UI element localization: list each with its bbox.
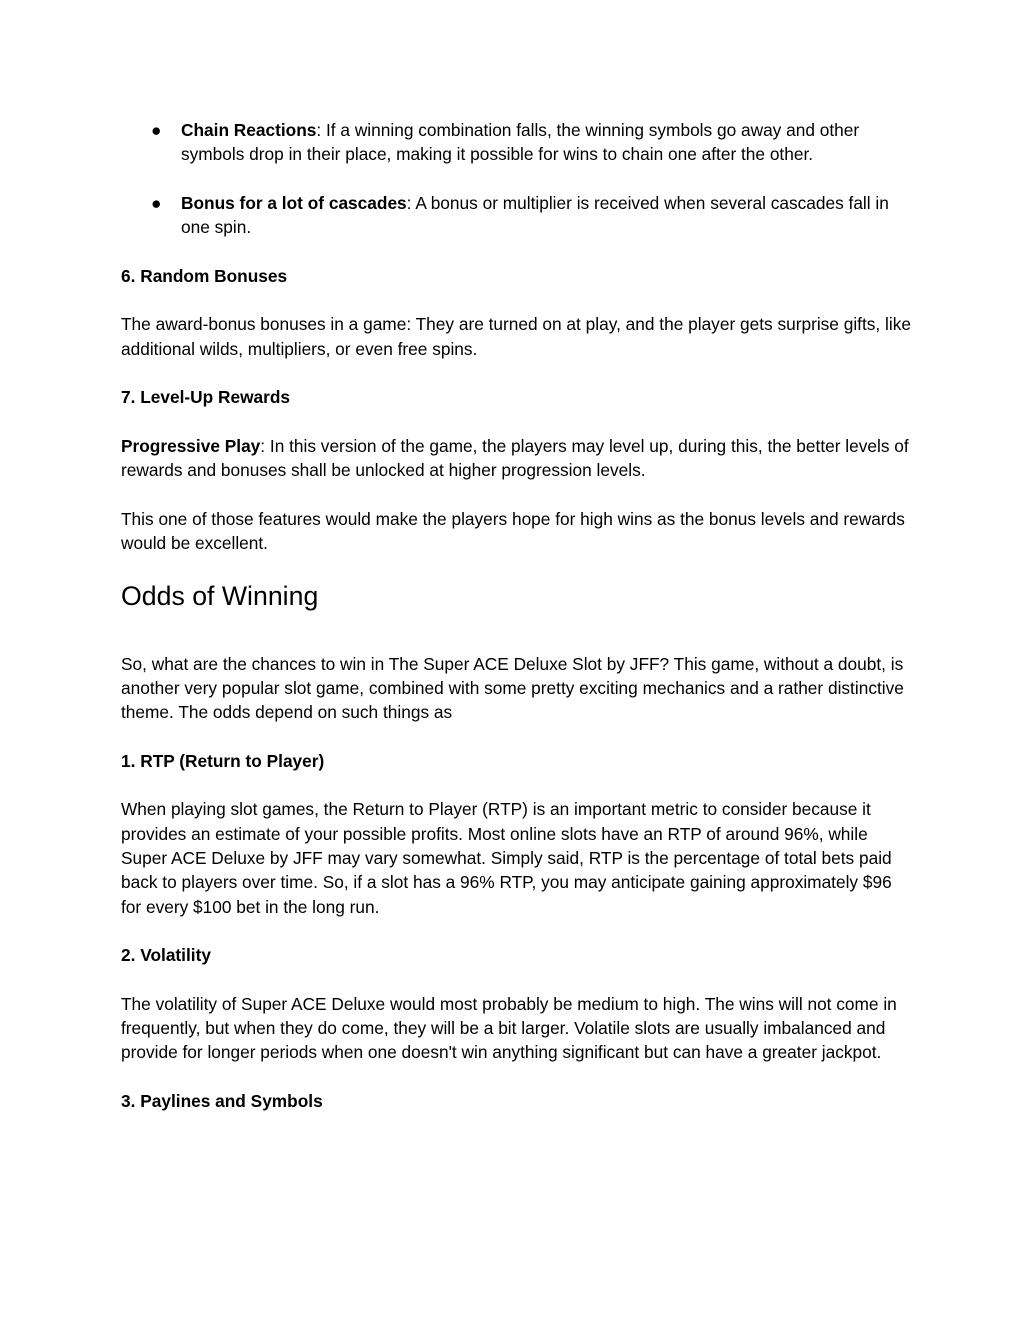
odds-intro: So, what are the chances to win in The Super ACE Deluxe Slot by JFF? This game, without a doubt, is another very popular slot game, combined with some pretty exciting mechanics and a rather distinctive theme. The odds depend on such things as xyxy=(121,653,904,723)
bullet-text: : If a winning combination falls, the winning symbols go away and other symbols drop in their place, making it possible for wins to chain one after the other. xyxy=(181,120,860,165)
bullet-icon: ● xyxy=(151,120,162,140)
list-item xyxy=(121,191,911,240)
random-bonuses-paragraph: The award-bonus bonuses in a game: They are turned on at play, and the player gets surprise gifts, like additional wilds, multipliers, or even free spins. xyxy=(121,314,911,359)
level-up-heading: 7. Level-Up Rewards xyxy=(121,387,291,408)
document-page xyxy=(121,118,911,1138)
level-up-closing: This one of those features would make the players hope for high wins as the bonus levels and rewards would be excellent. xyxy=(121,508,905,554)
list-item xyxy=(121,118,911,167)
level-up-term: Progressive Play xyxy=(121,435,261,456)
rtp-heading: 1. RTP (Return to Player) xyxy=(121,750,325,771)
odds-section-title: Odds of Winning xyxy=(121,580,319,611)
bullet-term: Chain Reactions xyxy=(181,120,317,140)
bullet-text: : A bonus or multiplier is received when several cascades fall in one spin. xyxy=(181,192,889,238)
bullet-term: Bonus for a lot of cascades xyxy=(181,192,407,213)
cascade-feature-list xyxy=(121,118,911,239)
level-up-paragraph xyxy=(121,434,911,483)
paylines-heading: 3. Paylines and Symbols xyxy=(121,1090,323,1111)
volatility-paragraph: The volatility of Super ACE Deluxe would most probably be medium to high. The wins will not come in frequently, but when they do come, they will be a bit larger. Volatile slots are usually imbalanced and provide for longer periods when one doesn't win anything significant but can have a greater jackpot. xyxy=(121,993,897,1063)
rtp-paragraph: When playing slot games, the Return to Player (RTP) is an important metric to consider because it provides an estimate of your possible profits. Most online slots have an RTP of around 96%, while Super ACE Deluxe by JFF may vary somewhat. Simply said, RTP is the percentage of total bets paid back to players over time. So, if a slot has a 96% RTP, you may anticipate gaining approximately $96 for every $100 bet in the long run. xyxy=(121,799,892,917)
volatility-heading: 2. Volatility xyxy=(121,945,211,966)
level-up-text: : In this version of the game, the players may level up, during this, the better levels of rewards and bonuses shall be unlocked at higher progression levels. xyxy=(121,435,909,481)
random-bonuses-heading: 6. Random Bonuses xyxy=(121,265,288,286)
bullet-icon: ● xyxy=(151,192,162,213)
